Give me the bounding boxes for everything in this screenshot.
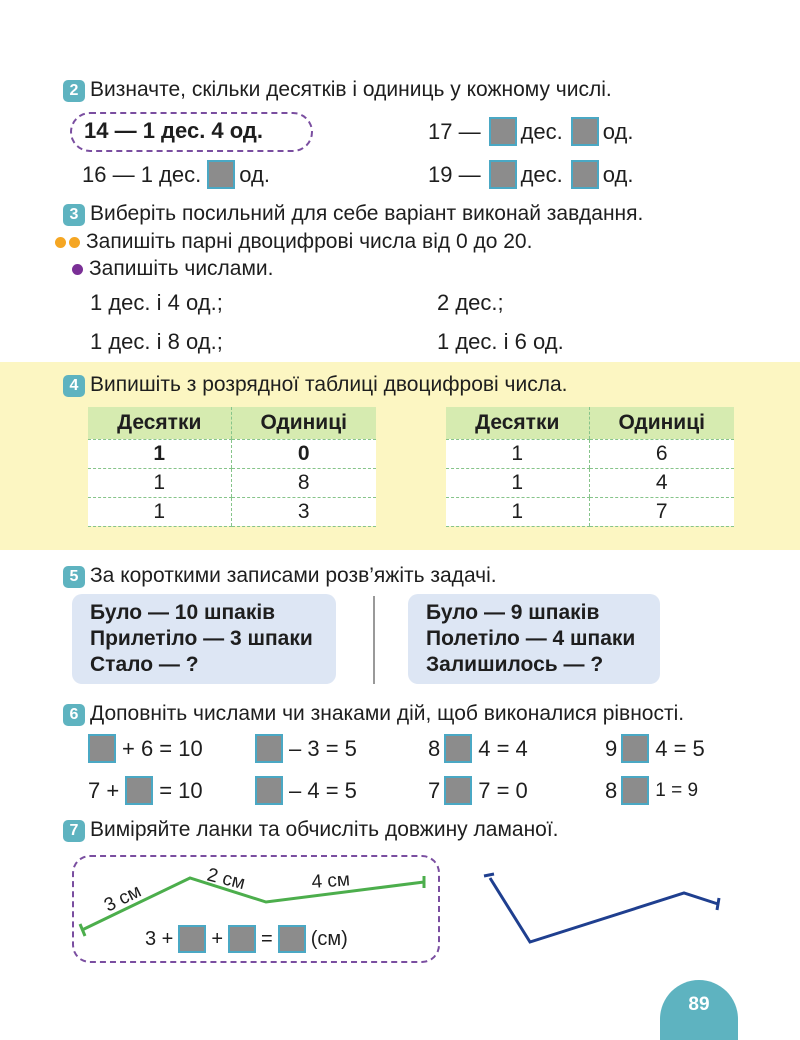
column-header-units: Одиниці <box>589 407 734 439</box>
task-3-text: Виберіть посильний для себе варіант виконай завдання. <box>90 202 644 225</box>
blue-polyline <box>484 874 719 942</box>
table-cell: 1 <box>88 439 231 468</box>
row-17-label: 17 — <box>428 118 481 144</box>
table-cell: 1 <box>446 439 589 468</box>
equation-text: 8 <box>605 777 618 803</box>
task-5-text: За короткими записами розв’яжіть задачі. <box>90 564 497 587</box>
table-cell: 6 <box>589 439 734 468</box>
row-17-tens-label: дес. <box>520 118 563 144</box>
segment-endpoint-tick <box>484 874 494 876</box>
equation-text: 7 = 0 <box>478 777 528 803</box>
task-7-text: Виміряйте ланки та обчисліть довжину ламаної. <box>90 818 559 841</box>
segment-label: 4 см <box>310 869 351 893</box>
blue-polyline-path <box>490 878 718 942</box>
segment-label: 2 см <box>204 864 248 895</box>
row-19-label: 19 — <box>428 161 481 187</box>
task-6-text: Доповніть числами чи знаками дій, щоб виконалися рівності. <box>90 702 685 725</box>
column-header-units: Одиниці <box>231 407 376 439</box>
table-cell: 1 <box>88 468 231 497</box>
option-hard-text: Запишіть числами. <box>89 257 274 280</box>
task-4-badge: 4 <box>63 375 85 397</box>
equation-text: – 4 = 5 <box>289 777 357 803</box>
task-4-text: Випишіть з розрядної таблиці двоцифрові числа. <box>90 373 568 396</box>
table-cell: 1 <box>446 497 589 526</box>
task-3-item: 1 дес. і 4 од.; <box>90 290 223 315</box>
table-cell: 8 <box>231 468 376 497</box>
segment-endpoint-tick <box>717 898 719 910</box>
equation-text: 1 = 9 <box>655 779 699 801</box>
equation-text: 9 <box>605 735 618 761</box>
equation-text: = 10 <box>159 777 203 803</box>
equation-text: 7 <box>428 777 441 803</box>
formula-text: + <box>211 927 224 950</box>
card-line: Було — 10 шпаків <box>90 601 276 624</box>
formula-text: (см) <box>310 927 348 950</box>
formula-text: = <box>261 927 273 950</box>
card-line: Залишилось — ? <box>426 653 604 676</box>
task-5-badge: 5 <box>63 566 85 588</box>
answer-box[interactable] <box>178 925 206 953</box>
card-line: Було — 9 шпаків <box>426 601 600 624</box>
table-cell: 0 <box>231 439 376 468</box>
card-line: Стало — ? <box>90 653 199 676</box>
row-19-units-label: од. <box>602 161 634 187</box>
column-header-tens: Десятки <box>446 407 589 439</box>
table-cell: 4 <box>589 468 734 497</box>
answer-box[interactable] <box>278 925 306 953</box>
page-number: 89 <box>660 980 738 1040</box>
formula-text: 3 + <box>145 927 174 950</box>
task-2-text: Визначте, скільки десятків і одиниць у кожному числі. <box>90 78 612 101</box>
equation-text: 4 = 4 <box>478 735 528 761</box>
task-7-badge: 7 <box>63 820 85 842</box>
length-formula <box>145 925 348 953</box>
row-16-units-label: од. <box>239 161 270 187</box>
row-19-tens-label: дес. <box>520 161 563 187</box>
task-3-item: 1 дес. і 6 од. <box>437 329 564 354</box>
column-header-tens: Десятки <box>88 407 231 439</box>
table-cell: 7 <box>589 497 734 526</box>
card-line: Полетіло — 4 шпаки <box>426 627 636 650</box>
row-16-label: 16 — 1 дес. <box>82 161 202 187</box>
row-17-units-label: од. <box>602 118 634 144</box>
equation-text: 7 + <box>88 777 120 803</box>
equation-text: – 3 = 5 <box>289 735 357 761</box>
task-2-badge: 2 <box>63 80 85 102</box>
answer-box[interactable] <box>228 925 256 953</box>
task-6-badge: 6 <box>63 704 85 726</box>
table-cell: 1 <box>88 497 231 526</box>
card-line: Прилетіло — 3 шпаки <box>90 627 313 650</box>
equation-text: 4 = 5 <box>655 735 705 761</box>
task-3-item: 2 дес.; <box>437 290 504 315</box>
task-2-example: 14 — 1 дес. 4 од. <box>84 118 263 143</box>
segment-label: 3 см <box>100 880 145 917</box>
table-cell: 3 <box>231 497 376 526</box>
option-easy-text: Запишіть парні двоцифрові числа від 0 до 20. <box>86 230 533 253</box>
equation-text: + 6 = 10 <box>122 735 203 761</box>
equation-text: 8 <box>428 735 441 761</box>
task-3-badge: 3 <box>63 204 85 226</box>
table-cell: 1 <box>446 468 589 497</box>
task-3-item: 1 дес. і 8 од.; <box>90 329 223 354</box>
